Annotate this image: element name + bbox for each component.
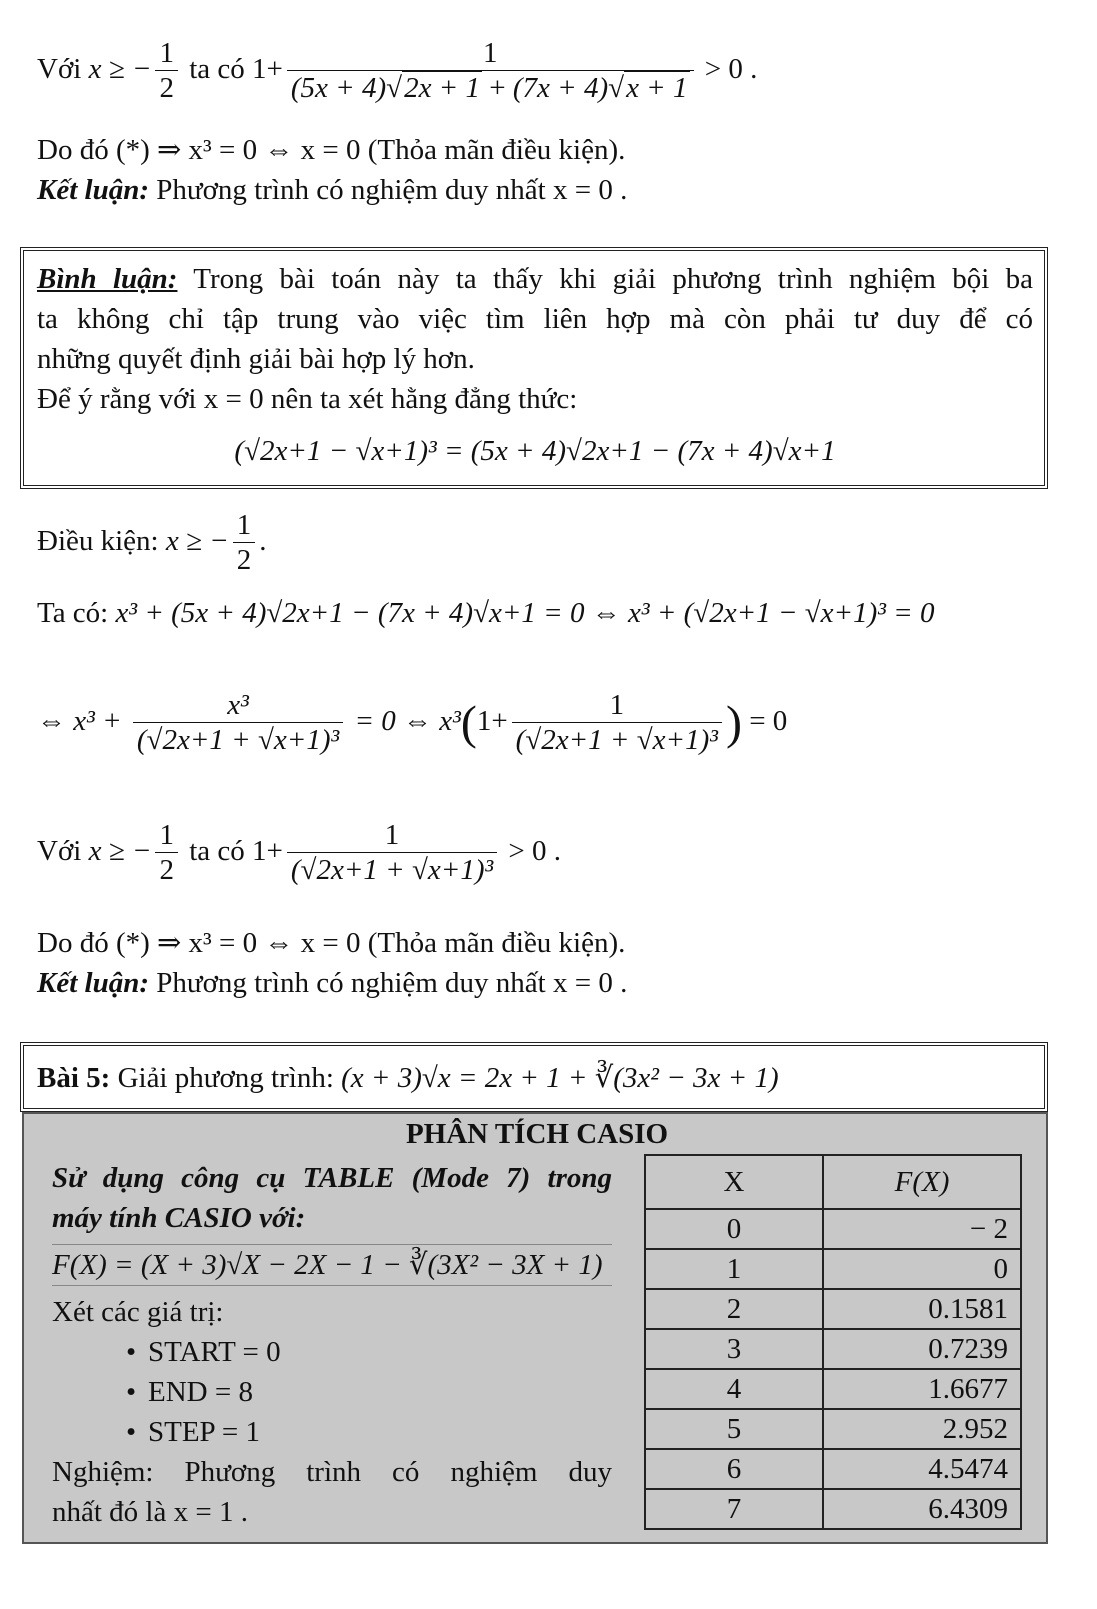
identity-equation: (√2x+1 − √x+1)³ = (5x + 4)√2x+1 − (7x + 4)√x+1: [234, 435, 836, 467]
casio-function: F(X) = (X + 3)√X − 2X − 1 − ∛(3X² − 3X + 1): [52, 1244, 612, 1286]
ta-co-line: Ta có: x³ + (5x + 4)√2x+1 − (7x + 4)√x+1 = 0 ⇔ x³ + (√2x+1 − √x+1)³ = 0: [37, 597, 935, 629]
problem-label: Bài 5:: [37, 1062, 111, 1094]
big-fraction: $\frac{1}{(5x + 4)√2x + 1 + (7x + 4)√x + 1}$: [287, 38, 694, 105]
setting-end: • END = 8: [52, 1372, 612, 1412]
setting-step: • STEP = 1: [52, 1412, 612, 1452]
comment-line2: ta không chỉ tập trung vào việc tìm liên hợp mà còn phải tư duy để có: [37, 303, 1033, 335]
comment-box: Bình luận: Trong bài toán này ta thấy khi giải phương trình nghiệm bội ba ta không chỉ tập trung vào việc tìm liên hợp mà còn phải tư duy để có những quyết định giải bài hợp lý hơn. Để ý rằng với x = 0 nên ta xét hằng đẳng thức: (√2x+1 − √x+1)³ = (5x + 4)√2x+1 − (7x + 4)√x+1: [20, 247, 1048, 489]
comment-label: Bình luận:: [37, 263, 178, 295]
problem-equation: (x + 3)√x = 2x + 1 + ∛(3x² − 3x + 1): [341, 1062, 779, 1094]
dieu-kien-line: Điều kiện: x ≥ − $\frac{1}{2}$ .: [37, 509, 267, 576]
table-row: 2 0.1581: [645, 1289, 1021, 1329]
table-row: 6 4.5474: [645, 1449, 1021, 1489]
comment-line3: những quyết định giải bài hợp lý hơn.: [37, 343, 475, 375]
table-header: X F(X): [645, 1155, 1021, 1209]
casio-settings: [52, 1332, 612, 1452]
casio-table: [644, 1154, 1022, 1530]
table-row: 0 − 2: [645, 1209, 1021, 1249]
table-row: 3 0.7239: [645, 1329, 1021, 1369]
condition-line-a: Với x ≥ − $\frac{1}{2}$ ta có 1+ $\frac{1}{(5x + 4)√2x + 1 + (7x + 4)√x + 1}$ > 0 .: [37, 37, 758, 104]
text-taco: ta có: [189, 53, 245, 86]
table-row: 7 6.4309: [645, 1489, 1021, 1529]
table-row: 4 1.6677: [645, 1369, 1021, 1409]
table-row: 1 0: [645, 1249, 1021, 1289]
table-row: 5 2.952: [645, 1409, 1021, 1449]
setting-start: • START = 0: [52, 1332, 612, 1372]
comment-line4: Để ý rằng với x = 0 nên ta xét hằng đẳng thức:: [37, 383, 578, 415]
do-do-line-a: Do đó (*) ⇒ x³ = 0 ⇔ x = 0 (Thỏa mãn điều kiện).: [37, 134, 626, 166]
condition-line-b: Với x ≥ − $\frac{1}{2}$ ta có 1+ $\frac{1}{\text{(√2x+1 + √x+1)³}}$ > 0 .: [37, 819, 562, 886]
problem-5-box: Bài 5: Giải phương trình: (x + 3)√x = 2x + 1 + ∛(3x² − 3x + 1): [20, 1042, 1048, 1112]
equivalence-line: ⇔ x³ + $\frac{\text{x³}}{\text{(√2x+1 + √x+1)³}}$ = 0 ⇔ x³(1+ $\frac{1}{\text{(√2x+1 + √x+1)³}}$ ) = 0: [37, 689, 788, 756]
casio-title: PHÂN TÍCH CASIO: [405, 1118, 669, 1150]
do-do-line-b: Do đó (*) ⇒ x³ = 0 ⇔ x = 0 (Thỏa mãn điều kiện).: [37, 927, 626, 959]
text-voi: Với: [37, 53, 82, 86]
half-fraction: $\frac{1}{2}$: [155, 38, 178, 105]
condition-expr: x ≥ −: [88, 53, 152, 86]
casio-panel: PHÂN TÍCH CASIO Sử dụng công cụ TABLE (Mode 7) trong máy tính CASIO với: F(X) = (X + 3)√X − 2X − 1 − ∛(3X² − 3X + 1) Xét các giá trị: • START = 0 • END = 8 • STEP = 1 Nghiệm: Phương trình có nghiệm duy nhất đó là x = 1 . X F(X) 0 − 2 1 0 2 0.1581 3 0.7239 4 1.6677 5 2.952 6 4.5474 7 6.4309: [22, 1112, 1048, 1544]
ket-luan-line-b: Kết luận: Phương trình có nghiệm duy nhất x = 0 .: [37, 967, 628, 999]
ket-luan-line-a: Kết luận: Phương trình có nghiệm duy nhất x = 0 .: [37, 174, 628, 206]
